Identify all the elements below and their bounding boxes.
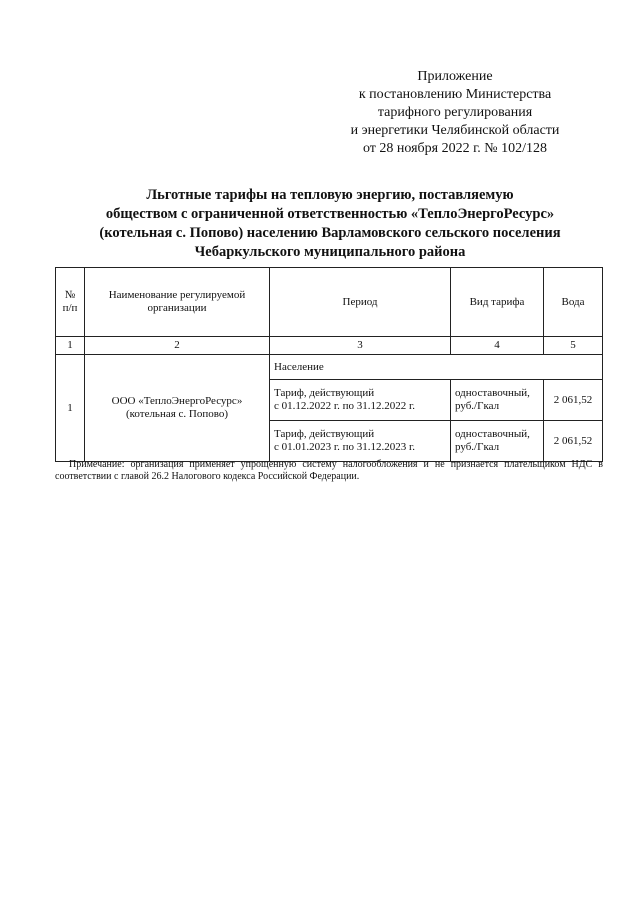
period-label: Тариф, действующий bbox=[274, 387, 375, 399]
appendix-line: тарифного регулирования bbox=[377, 105, 533, 120]
period-dates: с 01.01.2023 г. по 31.12.2023 г. bbox=[274, 441, 416, 453]
column-number: 1 bbox=[56, 337, 85, 355]
column-number: 3 bbox=[270, 337, 451, 355]
organization-cell bbox=[85, 355, 270, 462]
header-water: Вода bbox=[544, 268, 603, 337]
document-title bbox=[60, 186, 600, 262]
appendix-block bbox=[330, 68, 580, 158]
tariff-type: одноставочный, bbox=[455, 428, 530, 440]
column-number: 2 bbox=[85, 337, 270, 355]
tariff-type-cell bbox=[451, 380, 544, 421]
water-value: 2 061,52 bbox=[544, 380, 603, 421]
table-row bbox=[56, 355, 603, 380]
title-line: (котельная с. Попово) населению Варламовского сельского поселения bbox=[99, 225, 561, 241]
appendix-line: и энергетики Челябинской области bbox=[350, 123, 560, 138]
period-cell bbox=[270, 421, 451, 462]
tariff-unit: руб./Гкал bbox=[455, 400, 500, 412]
title-line: обществом с ограниченной ответственностью «ТеплоЭнергоРесурс» bbox=[105, 206, 555, 222]
period-dates: с 01.12.2022 г. по 31.12.2022 г. bbox=[274, 400, 416, 412]
column-number: 5 bbox=[544, 337, 603, 355]
org-name: ООО «ТеплоЭнергоРесурс» bbox=[111, 395, 243, 407]
appendix-line: Приложение bbox=[417, 69, 493, 84]
appendix-line: от 28 ноября 2022 г. № 102/128 bbox=[362, 141, 548, 156]
column-number: 4 bbox=[451, 337, 544, 355]
tariff-table bbox=[55, 267, 603, 462]
footnote: Примечание: организация применяет упрощенную систему налогообложения и не признается плательщиком НДС в соответствии с главой 26.2 Налогового кодекса Российской Федерации. bbox=[55, 459, 603, 482]
water-value: 2 061,52 bbox=[544, 421, 603, 462]
row-number: 1 bbox=[56, 355, 85, 462]
column-numbers-row bbox=[56, 337, 603, 355]
org-boiler: (котельная с. Попово) bbox=[125, 408, 229, 420]
header-org: Наименование регулируемой организации bbox=[85, 268, 270, 337]
tariff-type-cell bbox=[451, 421, 544, 462]
header-period: Период bbox=[270, 268, 451, 337]
tariff-unit: руб./Гкал bbox=[455, 441, 500, 453]
tariff-type: одноставочный, bbox=[455, 387, 530, 399]
header-type: Вид тарифа bbox=[451, 268, 544, 337]
header-no: № п/п bbox=[56, 268, 85, 337]
table-header-row bbox=[56, 268, 603, 337]
period-cell bbox=[270, 380, 451, 421]
title-line: Льготные тарифы на тепловую энергию, поставляемую bbox=[146, 187, 514, 203]
period-label: Тариф, действующий bbox=[274, 428, 375, 440]
appendix-line: к постановлению Министерства bbox=[358, 87, 552, 102]
consumer-group: Население bbox=[270, 355, 603, 380]
title-line: Чебаркульского муниципального района bbox=[194, 244, 466, 260]
